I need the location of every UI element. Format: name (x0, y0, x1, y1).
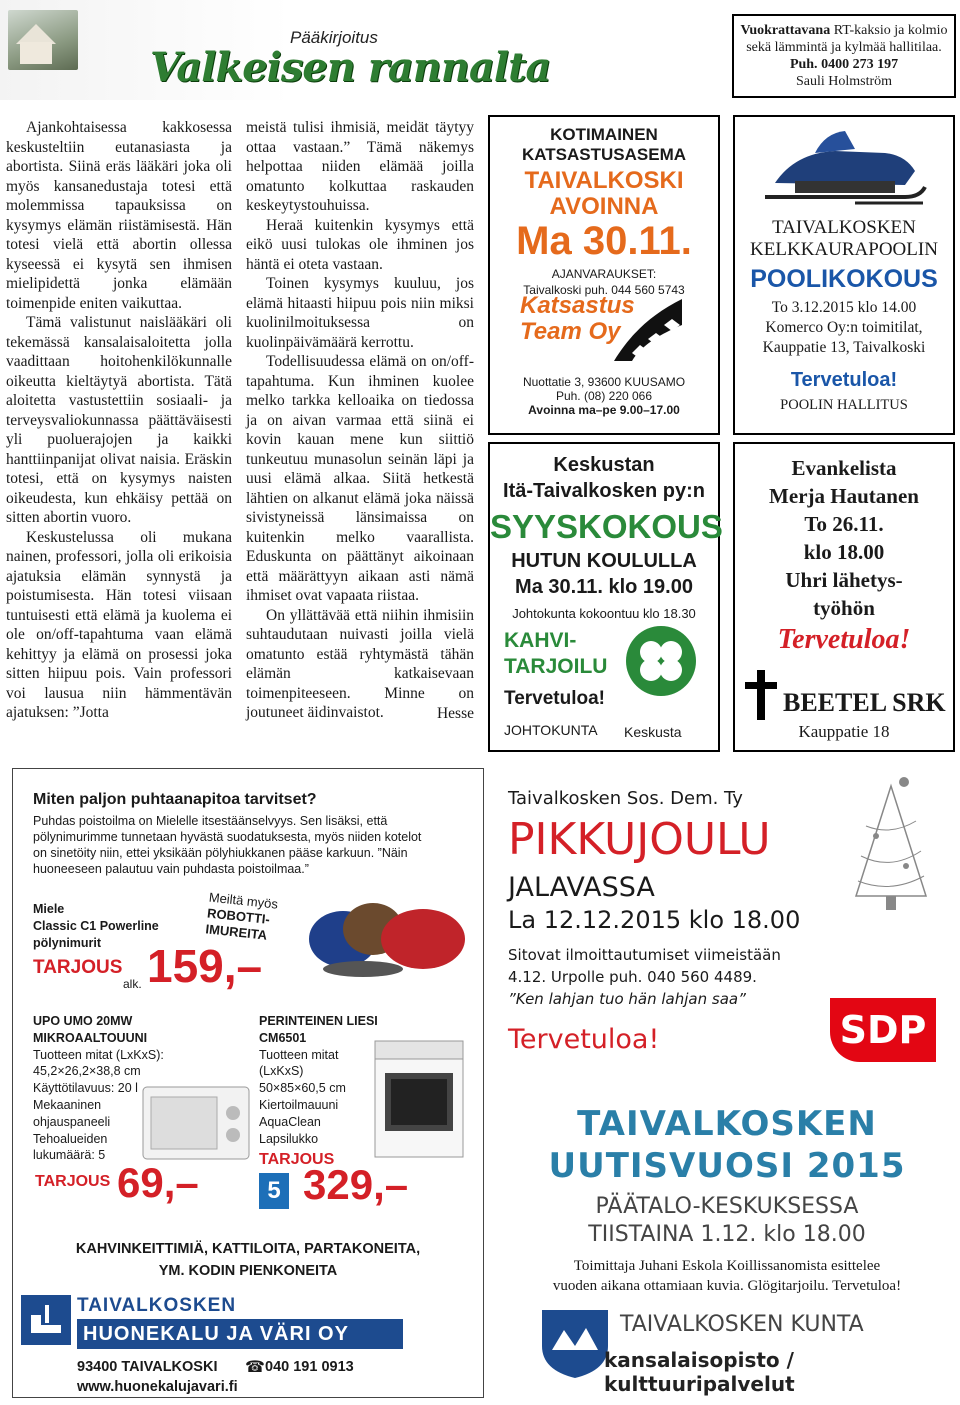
rent-text: RT-kaksio ja kolmio sekä lämmintä ja kylmää hallitilaa. (746, 23, 948, 55)
umo-line: 45,2×26,2×38,8 cm (33, 1064, 141, 1079)
stove-line: (LxKxS) (259, 1064, 304, 1079)
microwave-price: 69,– (117, 1159, 199, 1206)
stove-specs (259, 1013, 378, 1147)
kunta-place: PÄÄTALO-KESKUKSESSA (595, 1194, 859, 1219)
syys-coffee-2: TARJOILU (504, 655, 608, 678)
kats-logo-2: Team Oy (520, 318, 621, 345)
kats-phone: Taivalkoski puh. 044 560 5743 (523, 283, 685, 297)
vacuum-price: 159,– (147, 940, 263, 992)
robot-line: ROBOTTI- (206, 905, 271, 927)
store-logo-icon (21, 1295, 71, 1345)
tarjous-label: TARJOUS (259, 1151, 335, 1168)
kats-date: Ma 30.11. (516, 219, 692, 263)
syys-sign: JOHTOKUNTA (504, 722, 598, 738)
kelkka-welcome: Tervetuloa! (790, 369, 898, 391)
kunta-line-2: UUTISVUOSI 2015 (548, 1146, 906, 1186)
stove-line: Tuotteen mitat (259, 1047, 339, 1062)
appliances-line-2: YM. KODIN PIENKONEITA (158, 1263, 338, 1279)
beetel-offer2: työhön (813, 596, 875, 620)
sdp-date: La 12.12.2015 klo 18.00 (508, 906, 801, 934)
syys-coffee (504, 628, 607, 680)
sdp-quote: ”Ken lahjan tuo hän lahjan saa” (508, 990, 746, 1008)
syys-coffee-1: KAHVI- (504, 629, 577, 652)
kats-hours: Avoinna ma–pe 9.00–17.00 (528, 403, 680, 417)
kats-line: KOTIMAINEN (550, 125, 658, 144)
sdp-info-2: 4.12. Urpolle puh. 040 560 4489. (508, 968, 757, 986)
kats-open: AVOINNA (549, 193, 659, 220)
stove-line: PERINTEINEN LIESI (259, 1014, 378, 1028)
store-web: www.huonekalujavari.fi (77, 1379, 238, 1395)
huone-robot (205, 890, 279, 945)
syys-board: Johtokunta kokoontuu klo 18.30 (512, 606, 696, 621)
beetel-line: Evankelista (791, 456, 897, 480)
umo-line: UPO UMO 20MW (33, 1014, 133, 1028)
syys-line: Keskustan (553, 454, 655, 476)
alk-label: alk. (123, 977, 142, 991)
umo-line: lukumäärä: 5 (33, 1148, 106, 1163)
sdp-place: JALAVASSA (508, 872, 655, 903)
kats-logo-1: Katsastus (520, 292, 635, 319)
kelkka-board: POOLIN HALLITUS (780, 397, 908, 413)
keskusta-logo: Keskusta (624, 724, 682, 740)
syys-place: HUTUN KOULULLA (511, 550, 697, 572)
sdp-welcome: Tervetuloa! (508, 1024, 660, 1055)
kats-town: TAIVALKOSKI (524, 167, 684, 194)
katsastus-ad (488, 115, 720, 435)
article-paragraph: Heraä kuitenkin kysymys että eikö uusi tulokas ole ihminen jos häntä ei oteta vastaan. (246, 216, 474, 273)
stove-price: 329,– (303, 1161, 409, 1208)
store-name-1: TAIVALKOSKEN (77, 1295, 237, 1316)
article-column-2 (246, 118, 474, 723)
phone-icon: ☎ (245, 1359, 265, 1376)
huonekalu-ad (12, 768, 484, 1398)
kunta-name: TAIVALKOSKEN KUNTA (620, 1312, 864, 1337)
syys-date: Ma 30.11. klo 19.00 (515, 576, 693, 598)
kelkka-line: TAIVALKOSKEN (772, 217, 916, 238)
house-photo (8, 10, 78, 70)
umo-line: Tuotteen mitat (LxKxS): (33, 1047, 164, 1062)
article-column-1 (6, 118, 232, 723)
kunta-ad (498, 1090, 956, 1400)
article-paragraph: On yllättävää että niihin ihmisiin suhtaudutaan nuivasti joilla vielä omatunto estää ryhtymästä tähän elämän katkaisevaan toimenpiteeseen. Minne on joutuneet äidinvaistot. (246, 606, 474, 721)
sdp-ad (498, 768, 956, 1078)
robot-line: Meiltä myös (208, 889, 279, 912)
beetel-welcome: Tervetuloa! (777, 624, 911, 655)
stove-line: Kiertoilmauuni (259, 1097, 339, 1112)
umo-line: Mekaaninen (33, 1097, 102, 1112)
sdp-logo: SDP (830, 998, 936, 1062)
huone-question: Miten paljon puhtaanapitoa tarvitset? (33, 791, 317, 808)
coat-of-arms-icon (538, 1306, 612, 1380)
article-paragraph: Toinen kysymys kuuluu, jos elämä hitaasti hiipuu pois niin miksi kuolinilmoituksessa on kuolinpäivämäärä kerrottu. (246, 275, 474, 351)
kats-phone2: Puh. (08) 220 066 (555, 389, 653, 403)
huone-intro: Puhdas poistoilma on Mielelle itsestäänselvyys. Sen lisäksi, että pölynimurimme tunnetaan hyvästä suodatuksesta, myös niiden kotelot on sinetöity niin, ettei yksikään pölyhiukkanen pääse karkuun. ”Näin huoneeseen palautuu vain puhdasta poistoilmaa.” (33, 814, 422, 876)
article-paragraph: Keskustelussa oli mukana nainen, professori, jolla oli erikoisia ajatuksia elämän synnystä ja poistumisesta. Hän totesi viisaan tuntuisesti että elämä ja kuolema ei ole on/off-tapahtuma vaan elämä kehittyy ja elämä on prosessi joka sitten hiipuu pois. Vain professori voi lausua niin hämmentävän ajatuksen: ”Jotta (6, 528, 232, 721)
sdp-org: Taivalkosken Sos. Dem. Ty (508, 788, 743, 809)
rent-bold: Vuokrattavana (740, 23, 831, 38)
stove-image (371, 1039, 467, 1159)
store-address: 93400 TAIVALKOSKI (77, 1359, 218, 1375)
kunta-date: TIISTAINA 1.12. klo 18.00 (588, 1222, 866, 1247)
umo-line: MIKROAALTOUUNI (33, 1030, 148, 1045)
sdp-info-1: Sitovat ilmoittautumiset viimeistään (508, 946, 781, 964)
miele-type: pölynimurit (33, 936, 102, 950)
section-label: Pääkirjoitus (290, 28, 378, 47)
microwave-image (141, 1083, 251, 1163)
store-phone: 040 191 0913 (265, 1359, 354, 1375)
beetel-name: Merja Hautanen (769, 484, 919, 508)
vacuum-cleaners-image (303, 869, 473, 979)
rent-name: Sauli Holmström (795, 74, 893, 89)
umo-line: Tehoalueiden (33, 1131, 108, 1146)
umo-line: ohjauspaneeli (33, 1114, 111, 1129)
kunta-info-2: vuoden aikana ottamiaan kuvia. Glögitarjoilu. Tervetuloa! (552, 1278, 902, 1294)
miele-brand: Miele (33, 902, 65, 916)
syyskokous-ad (488, 442, 723, 752)
huone-miele (33, 901, 159, 952)
christmas-tree-icon (846, 776, 936, 916)
kelkka-date: To 3.12.2015 klo 14.00 (771, 299, 917, 316)
kelkka-meeting: POOLIKOKOUS (750, 265, 938, 293)
sdp-title: PIKKUJOULU (508, 814, 771, 865)
kelkka-place: Komerco Oy:n toimitilat, (765, 319, 923, 336)
syys-welcome: Tervetuloa! (504, 688, 606, 709)
kelkka-address: Kauppatie 13, Taivalkoski (762, 339, 926, 356)
clover-icon (624, 624, 698, 698)
article-paragraph: Todellisuudessa elämä on on/off-tapahtuma. Kun ihminen kuolee melko tarkka kelloaika on tiedossa ja on aivan varmaa että siinä ei kovin kauan mene kun siittiö tunkeutuu munasolun seinän läpi ja uusi elämä alkaa. Siitä hetkestä lähtien on alkanut elämä joka näissä sivistyneissä länsimaissa on kuitenkin melko vaarallista. Eduskunta on päättänyt aikoinaan että määrättyyn aikaan asti nämä ihmiset ovat vapaata riistaa. (246, 353, 474, 604)
kelkka-line: KELKKAURAPOOLIN (750, 239, 938, 260)
rent-phone-label: Puh. (789, 57, 818, 72)
cross-icon (743, 670, 779, 720)
beetel-church: BEETEL SRK (783, 688, 946, 717)
beetel-address: Kauppatie 18 (798, 722, 890, 741)
stove-line: 50×85×60,5 cm (259, 1081, 346, 1096)
rent-ad (732, 14, 956, 98)
rent-phone: 0400 273 197 (817, 57, 899, 72)
beetel-date: To 26.11. (804, 512, 884, 536)
umo-line: Käyttötilavuus: 20 l (33, 1081, 138, 1096)
kats-address: Nuottatie 3, 93600 KUUSAMO (522, 375, 686, 389)
stove-line: Lapsilukko (259, 1131, 319, 1146)
column-title: Valkeisen rannalta (150, 44, 551, 91)
kats-line: KATSASTUSASEMA (521, 145, 687, 164)
syys-line: Itä-Taivalkosken py:n (503, 480, 705, 502)
appliances-line-1: KAHVINKEITTIMIÄ, KATTILOITA, PARTAKONEITA, (75, 1241, 421, 1257)
beetel-offer: Uhri lähetys- (785, 568, 903, 592)
stove-line: AquaClean (259, 1114, 321, 1129)
article-paragraph: Ajankohtaisessa kakkosessa keskusteltiin eutanasiasta ja abortista. Siinä eräs lääkäri joka oli myös kansanedustaja totesi että molemmissa tapauksissa on kysymys elämän riistämisestä. Hän totesi vielä että abortin ollessa kyseessä ei kysytä sen ihmisen mielipidettä jonka elämään toimenpide eniten vaikuttaa. (6, 119, 232, 312)
kunta-line-1: TAIVALKOSKEN (577, 1104, 877, 1144)
kats-booking: AJANVARAUKSET: (551, 267, 657, 281)
kunta-dept: kansalaisopisto / kulttuuripalvelut (604, 1348, 795, 1396)
tarjous-label: TARJOUS (35, 1173, 111, 1190)
snowmobile-icon (755, 123, 935, 213)
masthead (0, 0, 728, 100)
store-name-2: HUONEKALU JA VÄRI OY (77, 1319, 403, 1349)
checkered-flag-icon (610, 295, 686, 365)
beetel-ad (733, 442, 955, 752)
article-paragraph: meistä tulisi ihmisiä, meidät täytyy ottaa vastaan.” Tämä näkemys helpottaa niiden elämää joilla omatunto kolkuttaa raskauden keskeytystouhuissa. (246, 119, 474, 214)
syys-title: SYYSKOKOUS (490, 508, 723, 545)
beetel-time: klo 18.00 (803, 540, 885, 564)
article-signature: Hesse (436, 704, 474, 722)
tarjous-label: TARJOUS (33, 957, 123, 978)
miele-model: Classic C1 Powerline (33, 919, 159, 933)
stove-line: CM6501 (259, 1030, 307, 1045)
energy-badge: 5 (259, 1173, 289, 1209)
article-paragraph: Tämä valistunut naislääkäri oli tekemässä kansalaisaloitetta jolla vaadittaan hoitohenkilökunnalle oikeutta kieltäytyä abortista. Tätä aloitetta vastustettiin sosiaali- ja terveysvaliokunnassa päättäväisesti yli puoluerajojen ja kaikki hanttiinpanijat olivat naisia. Eräskin totesi, että on kysymys naisten oikeudesta, kun ehkäisy pettää on sitten abortin vuoro. (6, 314, 232, 526)
kelkkaura-ad (733, 115, 955, 435)
robot-line: IMUREITA (204, 921, 268, 943)
kunta-info-1: Toimittaja Juhani Eskola Koillissanomista esittelee (573, 1258, 881, 1274)
